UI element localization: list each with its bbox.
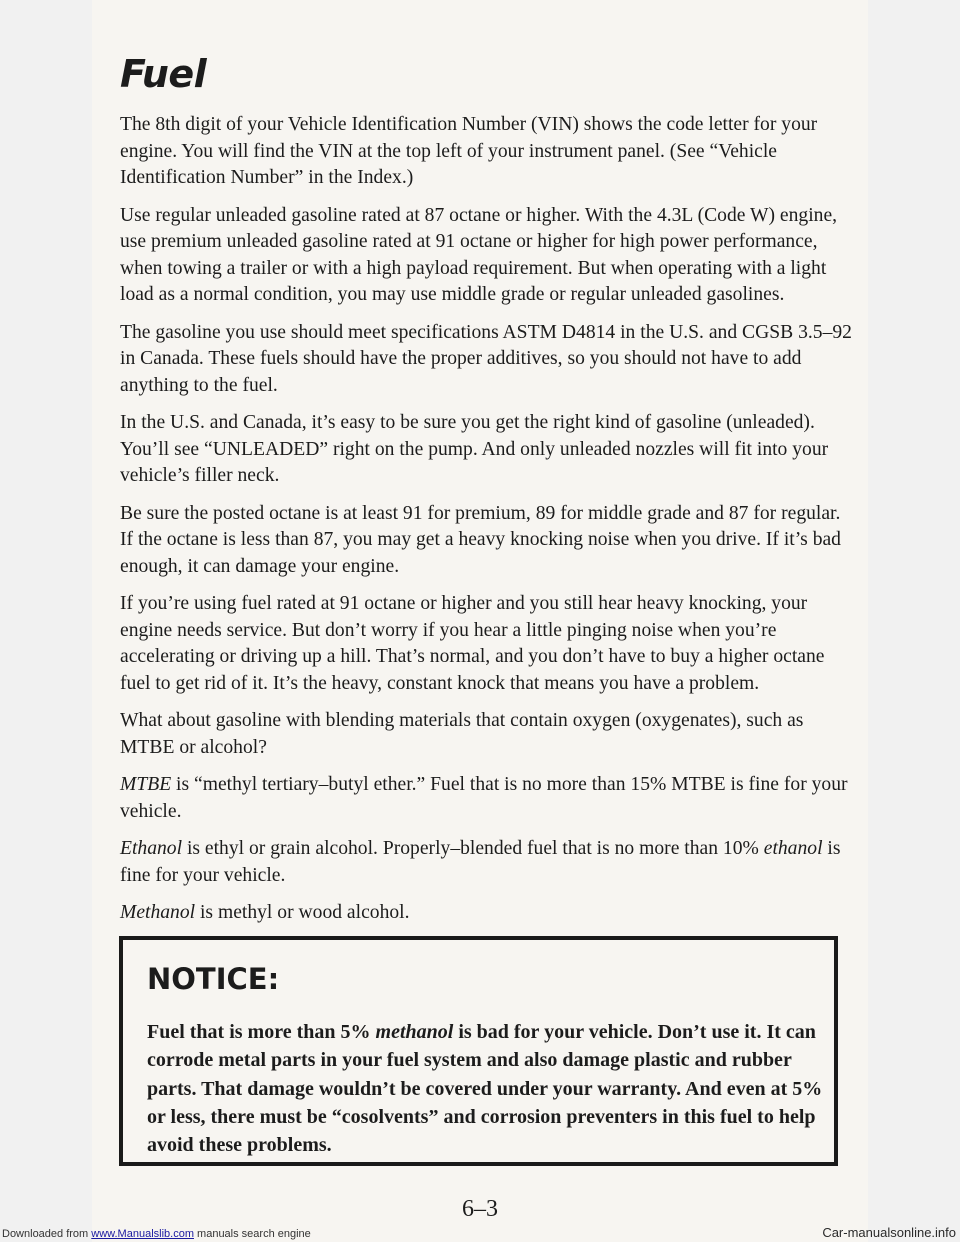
notice-text — [147, 1018, 827, 1159]
text-run: Be sure the posted octane is at least 91 for premium, 89 for middle grade and 87 for regular. If the octane is less than 87, you may get a heavy knocking noise when you drive. If it’s bad enough, it can damage your engine. — [120, 502, 841, 577]
italic-term: ethanol — [763, 838, 823, 859]
page-number: 6–3 — [462, 1196, 498, 1222]
footer-suffix: manuals search engine — [193, 1228, 311, 1240]
italic-term: methanol — [375, 1021, 454, 1043]
text-run: What about gasoline with blending materials that contain oxygen (oxygenates), such as MTBE or alcohol? — [120, 710, 804, 758]
footer-prefix: Downloaded from — [2, 1228, 92, 1240]
download-footer — [2, 1228, 311, 1240]
text-run: is ethyl or grain alcohol. Properly–blended fuel that is no more than 10% — [182, 838, 764, 859]
text-run: is “methyl tertiary–butyl ether.” Fuel that is no more than 15% MTBE is fine for your vehicle. — [120, 774, 848, 822]
paragraph — [120, 900, 855, 927]
paragraph — [120, 591, 855, 697]
text-run: In the U.S. and Canada, it’s easy to be sure you get the right kind of gasoline (unleaded). You’ll see “UNLEADED” right on the pump. And only unleaded nozzles will fit into your vehicle’s filler neck. — [120, 412, 829, 486]
left-margin — [0, 0, 92, 1242]
paragraph — [120, 708, 855, 761]
notice-box — [119, 936, 838, 1166]
italic-term: Ethanol — [120, 838, 183, 859]
paragraph — [120, 410, 855, 490]
section-heading: Fuel — [120, 52, 207, 96]
paragraph — [120, 772, 855, 825]
text-run: Use regular unleaded gasoline rated at 87 octane or higher. With the 4.3L (Code W) engine, use premium unleaded gasoline rated at 91 octane or higher for high power performance, when towing a trailer or with a high payload requirement. But when operating with a light load as a normal condition, you may use middle grade or regular unleaded gasolines. — [120, 204, 838, 305]
body-text — [120, 112, 855, 938]
text-run: is fine for your vehicle. — [120, 838, 841, 886]
italic-term: MTBE — [120, 774, 172, 795]
text-run: Fuel that is more than 5% — [147, 1021, 376, 1043]
text-run: The 8th digit of your Vehicle Identification Number (VIN) shows the code letter for your engine. You will find the VIN at the top left of your instrument panel. (See “Vehicle Identification Number” in the Index.) — [120, 114, 818, 188]
manualslib-link[interactable]: www.Manualslib.com — [91, 1228, 194, 1240]
notice-title: NOTICE: — [147, 962, 280, 996]
paragraph — [120, 112, 855, 192]
text-run: is bad for your vehicle. Don’t use it. It can corrode metal parts in your fuel system and also damage plastic and rubber parts. That damage wouldn’t be covered under your warranty. And even at 5% or less, there must be “cosolvents” and corrosion preventers in this fuel to help avoid these problems. — [147, 1021, 823, 1157]
text-run: If you’re using fuel rated at 91 octane or higher and you still hear heavy knocking, your engine needs service. But don’t worry if you hear a little pinging noise when you’re accelerating or driving up a hill. That’s normal, and you don’t have to buy a higher octane fuel to get rid of it. It’s the heavy, constant knock that means you have a problem. — [120, 593, 825, 694]
italic-term: Methanol — [120, 902, 196, 923]
text-run: is methyl or wood alcohol. — [195, 902, 410, 923]
watermark-text: Car-manualsonline.info — [822, 1225, 956, 1240]
paragraph — [120, 501, 855, 581]
paragraph — [120, 320, 855, 400]
paragraph — [120, 203, 855, 309]
text-run: The gasoline you use should meet specifications ASTM D4814 in the U.S. and CGSB 3.5–92 in Canada. These fuels should have the proper additives, so you should not have to add anything to the fuel. — [120, 321, 852, 396]
paragraph — [120, 836, 855, 889]
right-margin — [868, 0, 960, 1242]
